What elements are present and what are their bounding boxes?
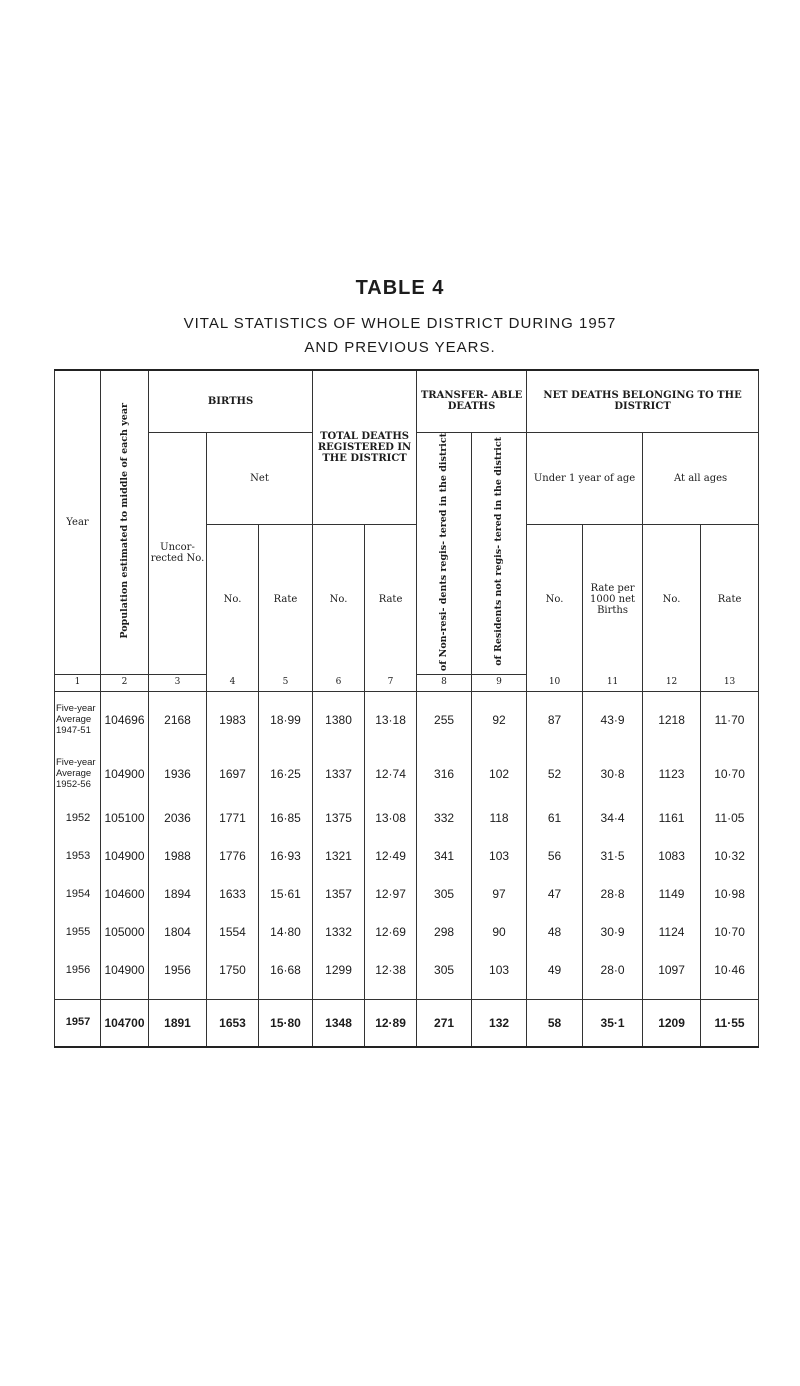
cell-all-ages-no: 1161 xyxy=(643,799,701,837)
cell-residents: 103 xyxy=(472,837,527,875)
cell-under-1-no: 56 xyxy=(527,837,583,875)
cell-all-ages-rate: 10·46 xyxy=(701,951,759,989)
cell-under-1-no: 47 xyxy=(527,875,583,913)
cell-all-ages-no: 1097 xyxy=(643,951,701,989)
column-number: 4 xyxy=(207,674,259,691)
cell-births-net-no: 1776 xyxy=(207,837,259,875)
cell-residents: 118 xyxy=(472,799,527,837)
cell-births-uncorrected: 2036 xyxy=(149,799,207,837)
column-number: 8 xyxy=(417,674,472,691)
table-subtitle-line-1: VITAL STATISTICS OF WHOLE DISTRICT DURING 1957 xyxy=(183,315,617,332)
cell-population: 104700 xyxy=(101,999,149,1047)
cell-births-uncorrected: 1804 xyxy=(149,913,207,951)
cell-deaths-rate: 12·89 xyxy=(365,999,417,1047)
cell-deaths-no: 1332 xyxy=(313,913,365,951)
header-deaths-no: No. xyxy=(313,524,365,674)
row-label: Five-year Average 1947-51 xyxy=(55,691,101,748)
cell-population: 104900 xyxy=(101,951,149,989)
column-number-row xyxy=(55,674,759,691)
table-row xyxy=(55,837,759,875)
cell-births-net-rate: 16·85 xyxy=(259,799,313,837)
column-number: 1 xyxy=(55,674,101,691)
cell-residents: 102 xyxy=(472,748,527,799)
header-under-1-no: No. xyxy=(527,524,583,674)
table-row xyxy=(55,691,759,748)
cell-deaths-rate: 12·74 xyxy=(365,748,417,799)
cell-under-1-rate: 43·9 xyxy=(583,691,643,748)
cell-deaths-no: 1348 xyxy=(313,999,365,1047)
cell-deaths-no: 1357 xyxy=(313,875,365,913)
cell-births-net-no: 1697 xyxy=(207,748,259,799)
cell-under-1-rate: 28·8 xyxy=(583,875,643,913)
row-label: 1955 xyxy=(55,913,101,951)
cell-births-net-rate: 16·93 xyxy=(259,837,313,875)
cell-under-1-rate: 30·9 xyxy=(583,913,643,951)
cell-non-residents: 341 xyxy=(417,837,472,875)
header-net-no: No. xyxy=(207,524,259,674)
cell-births-net-rate: 14·80 xyxy=(259,913,313,951)
table-subtitle-line-2: AND PREVIOUS YEARS. xyxy=(304,339,496,356)
header-population: Population estimated to middle of each year xyxy=(101,370,149,674)
header-non-residents: of Non-resi- dents regis- tered in the district xyxy=(417,432,472,674)
column-number: 9 xyxy=(472,674,527,691)
cell-births-net-rate: 16·25 xyxy=(259,748,313,799)
cell-population: 104900 xyxy=(101,837,149,875)
cell-deaths-rate: 12·49 xyxy=(365,837,417,875)
cell-non-residents: 255 xyxy=(417,691,472,748)
cell-births-net-rate: 18·99 xyxy=(259,691,313,748)
header-year: Year xyxy=(55,370,101,674)
column-number: 5 xyxy=(259,674,313,691)
cell-all-ages-no: 1124 xyxy=(643,913,701,951)
cell-all-ages-no: 1209 xyxy=(643,999,701,1047)
cell-deaths-no: 1321 xyxy=(313,837,365,875)
cell-births-uncorrected: 1956 xyxy=(149,951,207,989)
cell-deaths-rate: 12·97 xyxy=(365,875,417,913)
cell-deaths-no: 1375 xyxy=(313,799,365,837)
cell-deaths-rate: 13·08 xyxy=(365,799,417,837)
cell-residents: 97 xyxy=(472,875,527,913)
cell-births-uncorrected: 1894 xyxy=(149,875,207,913)
row-label: 1956 xyxy=(55,951,101,989)
cell-under-1-no: 87 xyxy=(527,691,583,748)
column-number: 13 xyxy=(701,674,759,691)
cell-under-1-rate: 35·1 xyxy=(583,999,643,1047)
cell-births-uncorrected: 2168 xyxy=(149,691,207,748)
header-uncorrected: Uncor- rected No. xyxy=(149,432,207,674)
cell-residents: 103 xyxy=(472,951,527,989)
cell-deaths-rate: 13·18 xyxy=(365,691,417,748)
column-number: 2 xyxy=(101,674,149,691)
column-number: 3 xyxy=(149,674,207,691)
cell-births-net-rate: 16·68 xyxy=(259,951,313,989)
header-net: Net xyxy=(207,432,313,524)
cell-births-uncorrected: 1988 xyxy=(149,837,207,875)
cell-all-ages-no: 1083 xyxy=(643,837,701,875)
header-net-deaths: NET DEATHS BELONGING TO THE DISTRICT xyxy=(527,370,759,432)
header-rate-per-1000: Rate per 1000 net Births xyxy=(583,524,643,674)
cell-under-1-rate: 31·5 xyxy=(583,837,643,875)
cell-under-1-rate: 34·4 xyxy=(583,799,643,837)
header-births: BIRTHS xyxy=(149,370,313,432)
cell-all-ages-rate: 10·70 xyxy=(701,748,759,799)
cell-births-net-no: 1633 xyxy=(207,875,259,913)
table-row xyxy=(55,951,759,989)
header-deaths-rate: Rate xyxy=(365,524,417,674)
header-total-deaths: TOTAL DEATHS REGISTERED IN THE DISTRICT xyxy=(313,370,417,524)
header-transferable-deaths: TRANSFER- ABLE DEATHS xyxy=(417,370,527,432)
cell-births-net-no: 1653 xyxy=(207,999,259,1047)
cell-residents: 90 xyxy=(472,913,527,951)
cell-deaths-no: 1380 xyxy=(313,691,365,748)
header-under-1: Under 1 year of age xyxy=(527,432,643,524)
cell-births-net-rate: 15·80 xyxy=(259,999,313,1047)
cell-non-residents: 305 xyxy=(417,951,472,989)
row-label: Five-year Average 1952-56 xyxy=(55,748,101,799)
table-row xyxy=(55,999,759,1047)
column-number: 12 xyxy=(643,674,701,691)
header-net-rate: Rate xyxy=(259,524,313,674)
cell-under-1-rate: 28·0 xyxy=(583,951,643,989)
cell-all-ages-rate: 11·55 xyxy=(701,999,759,1047)
cell-non-residents: 332 xyxy=(417,799,472,837)
cell-residents: 132 xyxy=(472,999,527,1047)
cell-all-ages-rate: 10·70 xyxy=(701,913,759,951)
cell-all-ages-no: 1218 xyxy=(643,691,701,748)
cell-births-net-no: 1750 xyxy=(207,951,259,989)
cell-non-residents: 298 xyxy=(417,913,472,951)
cell-births-net-no: 1771 xyxy=(207,799,259,837)
cell-under-1-no: 52 xyxy=(527,748,583,799)
table-row xyxy=(55,748,759,799)
cell-all-ages-rate: 10·98 xyxy=(701,875,759,913)
cell-under-1-no: 48 xyxy=(527,913,583,951)
cell-all-ages-no: 1123 xyxy=(643,748,701,799)
cell-births-net-no: 1554 xyxy=(207,913,259,951)
table-row xyxy=(55,799,759,837)
table-row xyxy=(55,875,759,913)
cell-births-uncorrected: 1936 xyxy=(149,748,207,799)
cell-population: 105100 xyxy=(101,799,149,837)
cell-deaths-no: 1299 xyxy=(313,951,365,989)
vital-statistics-table xyxy=(54,369,759,1048)
column-number: 11 xyxy=(583,674,643,691)
cell-births-net-no: 1983 xyxy=(207,691,259,748)
cell-non-residents: 305 xyxy=(417,875,472,913)
cell-all-ages-rate: 10·32 xyxy=(701,837,759,875)
column-number: 7 xyxy=(365,674,417,691)
table-title: TABLE 4 xyxy=(355,277,445,299)
cell-population: 105000 xyxy=(101,913,149,951)
row-label: 1957 xyxy=(55,999,101,1047)
cell-births-net-rate: 15·61 xyxy=(259,875,313,913)
cell-under-1-no: 49 xyxy=(527,951,583,989)
cell-births-uncorrected: 1891 xyxy=(149,999,207,1047)
cell-non-residents: 316 xyxy=(417,748,472,799)
cell-all-ages-rate: 11·05 xyxy=(701,799,759,837)
row-label: 1953 xyxy=(55,837,101,875)
cell-under-1-rate: 30·8 xyxy=(583,748,643,799)
cell-residents: 92 xyxy=(472,691,527,748)
column-number: 10 xyxy=(527,674,583,691)
cell-deaths-rate: 12·38 xyxy=(365,951,417,989)
cell-all-ages-rate: 11·70 xyxy=(701,691,759,748)
cell-all-ages-no: 1149 xyxy=(643,875,701,913)
header-all-ages-rate: Rate xyxy=(701,524,759,674)
cell-under-1-no: 61 xyxy=(527,799,583,837)
row-label: 1954 xyxy=(55,875,101,913)
column-number: 6 xyxy=(313,674,365,691)
spacer-row xyxy=(55,989,759,999)
row-label: 1952 xyxy=(55,799,101,837)
header-all-ages-no: No. xyxy=(643,524,701,674)
cell-population: 104600 xyxy=(101,875,149,913)
table-row xyxy=(55,913,759,951)
cell-under-1-no: 58 xyxy=(527,999,583,1047)
cell-population: 104900 xyxy=(101,748,149,799)
cell-non-residents: 271 xyxy=(417,999,472,1047)
header-residents: of Residents not regis- tered in the district xyxy=(472,432,527,674)
header-at-all-ages: At all ages xyxy=(643,432,759,524)
cell-deaths-no: 1337 xyxy=(313,748,365,799)
cell-population: 104696 xyxy=(101,691,149,748)
cell-deaths-rate: 12·69 xyxy=(365,913,417,951)
